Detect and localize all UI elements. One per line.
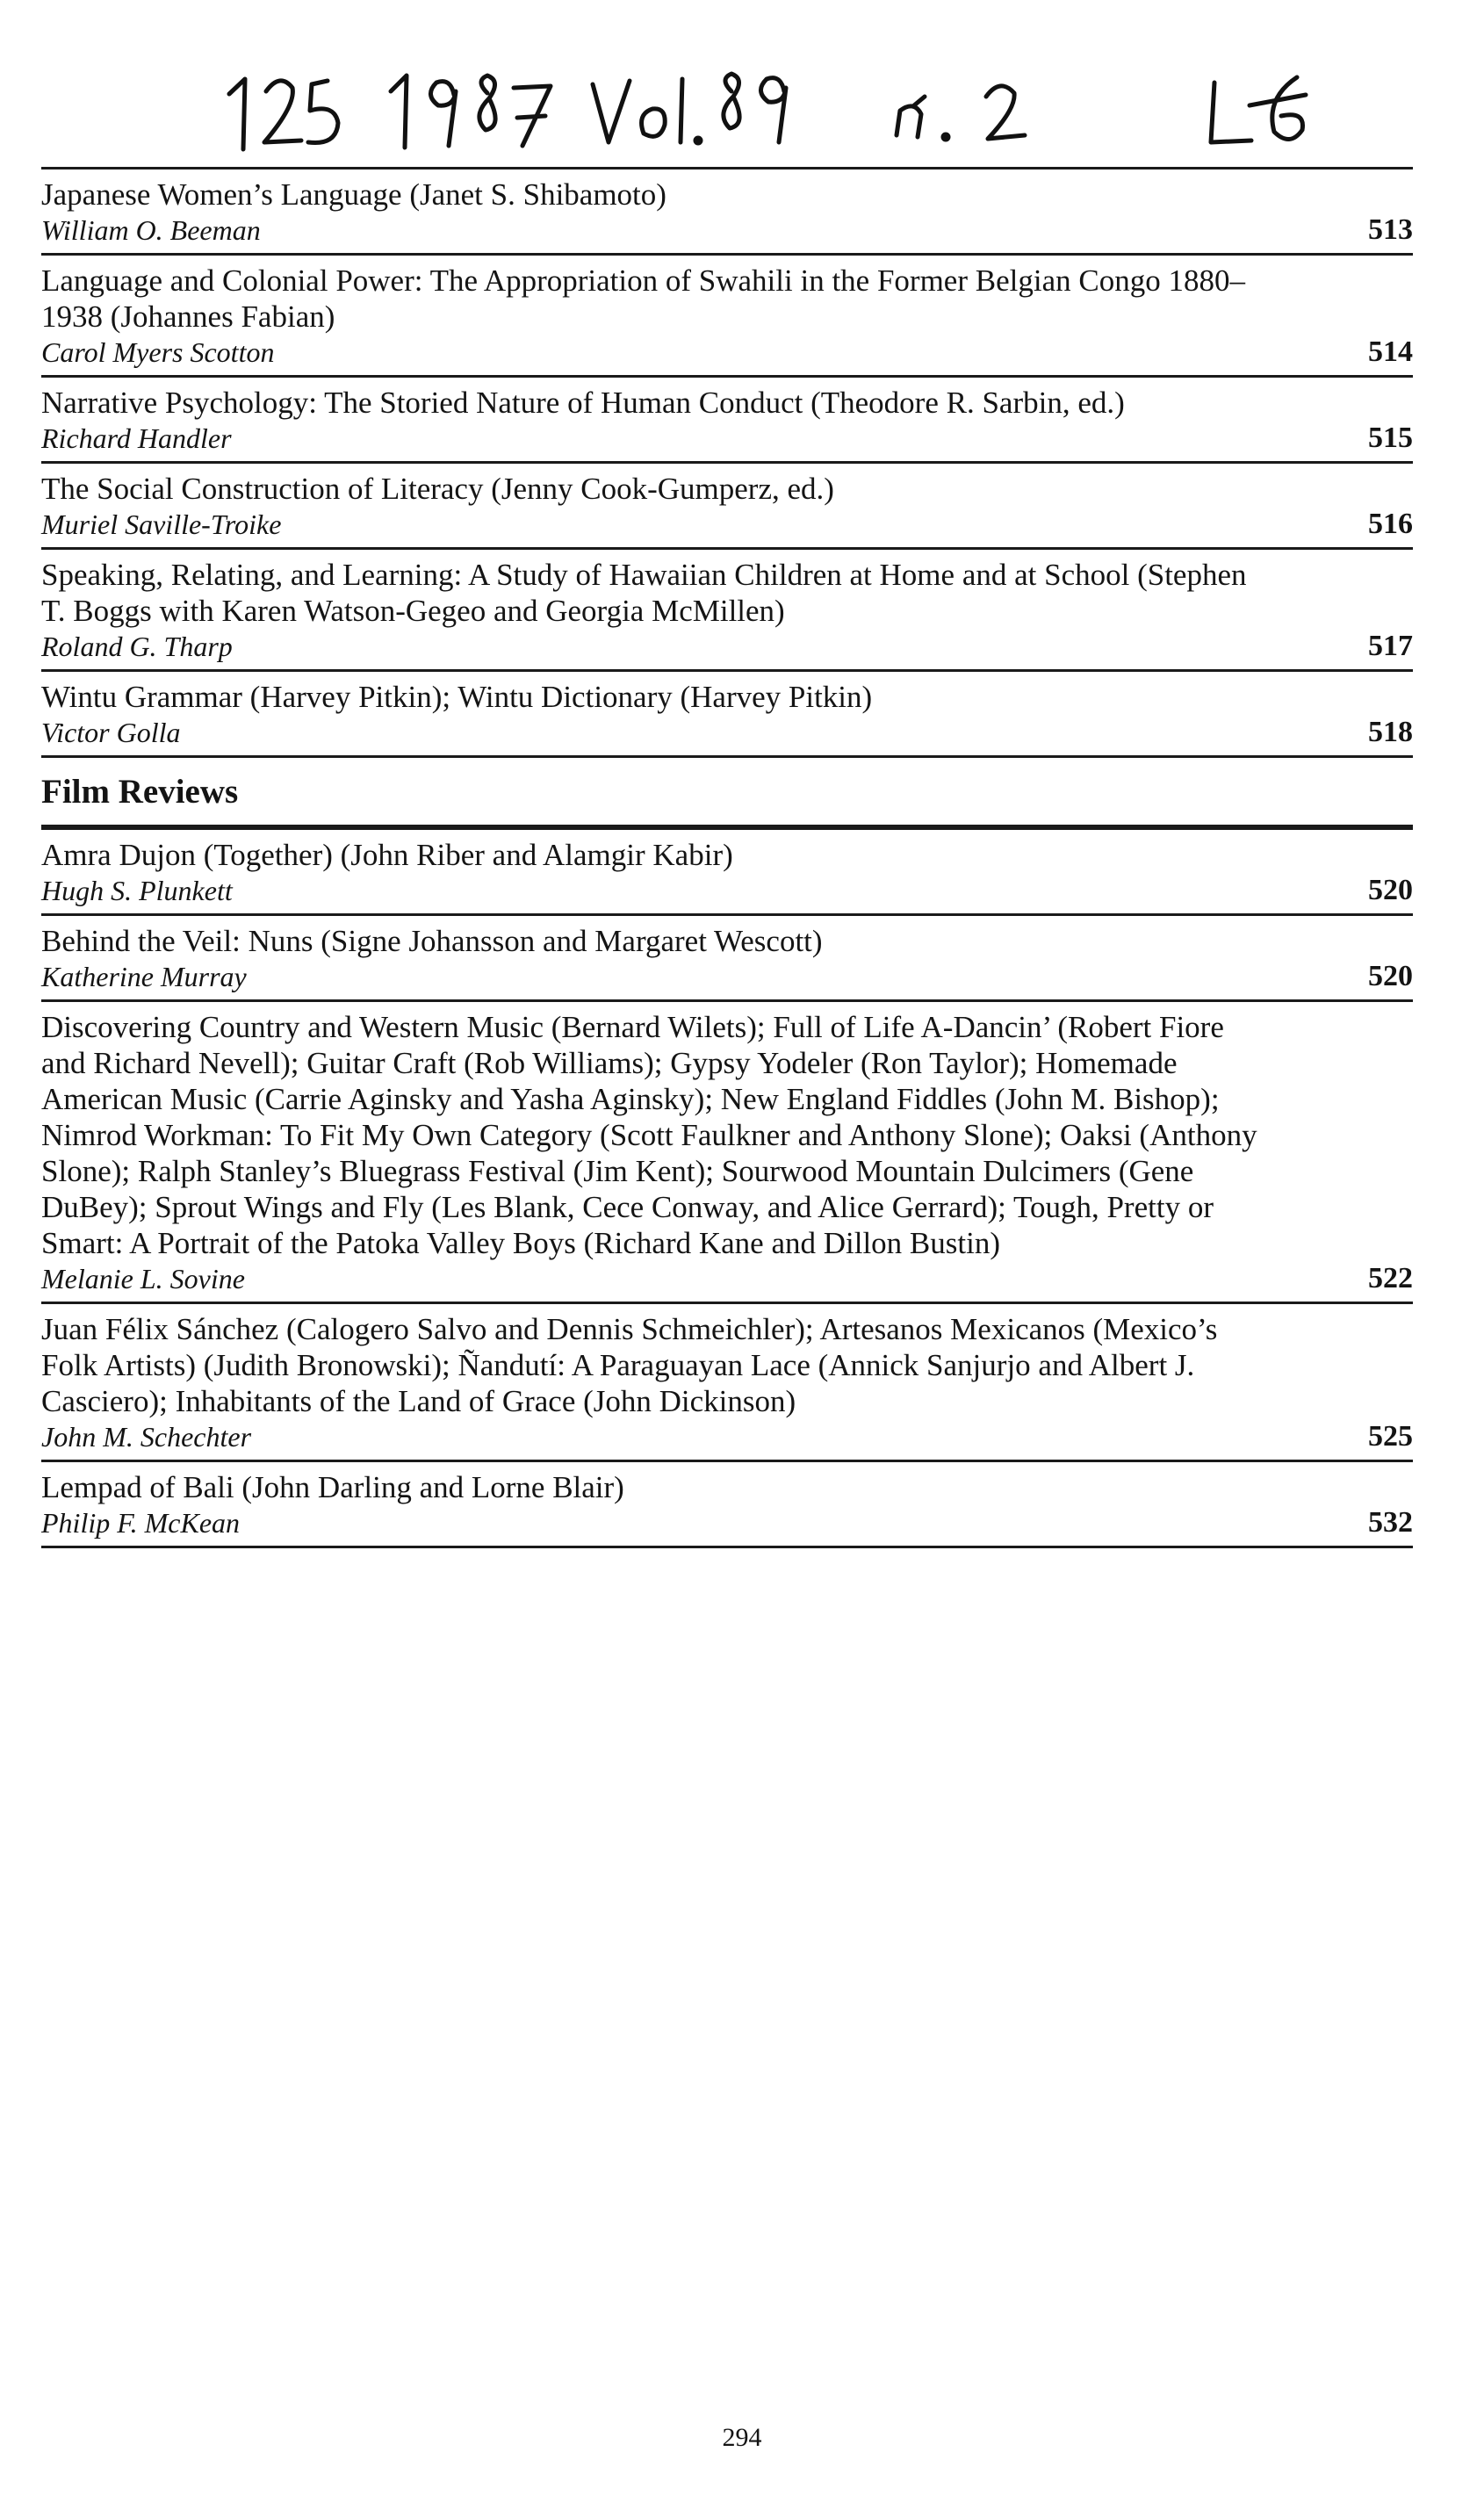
entry-reviewer: William O. Beeman [41,214,261,246]
handwritten-annotation-text [1365,54,1366,55]
entry-title: Wintu Grammar (Harvey Pitkin); Wintu Dictionary (Harvey Pitkin) [41,680,873,714]
entry-title: Juan Félix Sánchez (Calogero Salvo and Dennis Schmeichler); Artesanos Mexicanos (Mexico’s Folk Artists) (Judith Bronowski); Ñandutí: A Paraguayan Lace (Annick Sanjurjo and Albert J. Casciero); Inhabitants of the Land of Grace (John Dickinson) [41,1312,1218,1418]
entry-page-number: 515 [1368,422,1413,454]
toc-entry [41,169,1413,256]
book-reviews-list [41,169,1413,758]
entry-title: Lempad of Bali (John Darling and Lorne Blair) [41,1470,624,1504]
film-reviews-list [41,830,1413,1548]
entry-title: Speaking, Relating, and Learning: A Study of Hawaiian Children at Home and at School (Stephen T. Boggs with Karen Watson-Gegeo and Georgia McMillen) [41,558,1247,628]
entry-page-number: 525 [1368,1420,1413,1453]
entry-page-number: 516 [1368,508,1413,540]
entry-title: Amra Dujon (Together) (John Riber and Alamgir Kabir) [41,838,733,872]
entry-page-number: 532 [1368,1506,1413,1539]
toc-entry [41,550,1413,672]
entry-reviewer: Philip F. McKean [41,1507,241,1539]
entry-page-number: 518 [1368,716,1413,748]
entry-page-number: 522 [1368,1262,1413,1294]
entry-reviewer: Hugh S. Plunkett [41,875,233,906]
page-number: 294 [722,2423,762,2452]
entry-reviewer: Melanie L. Sovine [41,1263,245,1294]
entry-page-number: 520 [1368,874,1413,906]
entry-reviewer: Muriel Saville-Troike [41,508,282,540]
toc-entry [41,1462,1413,1548]
entry-page-number: 517 [1368,630,1413,662]
entry-page-number: 514 [1368,335,1413,368]
toc-entry [41,672,1413,758]
toc-entry [41,256,1413,378]
entry-title: Language and Colonial Power: The Appropriation of Swahili in the Former Belgian Congo 1880–1938 (Johannes Fabian) [41,263,1245,334]
entry-reviewer: Katherine Murray [41,961,247,992]
section-heading-film-reviews: Film Reviews [41,758,1413,830]
toc-entry [41,1304,1413,1462]
handwritten-annotation-drawing [224,54,1365,160]
table-of-contents [41,167,1413,1548]
entry-page-number: 520 [1368,960,1413,992]
entry-title: The Social Construction of Literacy (Jenny Cook-Gumperz, ed.) [41,472,834,506]
toc-entry [41,916,1413,1002]
entry-title: Japanese Women’s Language (Janet S. Shibamoto) [41,177,666,212]
handwritten-annotation [224,54,1365,160]
entry-page-number: 513 [1368,213,1413,246]
toc-entry [41,830,1413,916]
entry-title: Narrative Psychology: The Storied Nature of Human Conduct (Theodore R. Sarbin, ed.) [41,386,1125,420]
toc-entry [41,1002,1413,1304]
toc-entry [41,464,1413,550]
entry-reviewer: Roland G. Tharp [41,631,233,662]
entry-reviewer: Victor Golla [41,717,181,748]
entry-title: Behind the Veil: Nuns (Signe Johansson and Margaret Wescott) [41,924,823,958]
toc-entry [41,378,1413,464]
entry-reviewer: Carol Myers Scotton [41,336,275,368]
entry-reviewer: John M. Schechter [41,1421,252,1453]
entry-title: Discovering Country and Western Music (Bernard Wilets); Full of Life A-Dancin’ (Robert Fiore and Richard Nevell); Guitar Craft (Rob Williams); Gypsy Yodeler (Ron Taylor); Homemade American Music (Carrie Aginsky and Yasha Aginsky); New England Fiddles (John M. Bishop); Nimrod Workman: To Fit My Own Category (Scott Faulkner and Anthony Slone); Oaksi (Anthony Slone); Ralph Stanley’s Bluegrass Festival (Jim Kent); Sourwood Mountain Dulcimers (Gene DuBey); Sprout Wings and Fly (Les Blank, Cece Conway, and Alice Gerrard); Tough, Pretty or Smart: A Portrait of the Patoka Valley Boys (Richard Kane and Dillon Bustin) [41,1010,1257,1260]
entry-reviewer: Richard Handler [41,422,232,454]
